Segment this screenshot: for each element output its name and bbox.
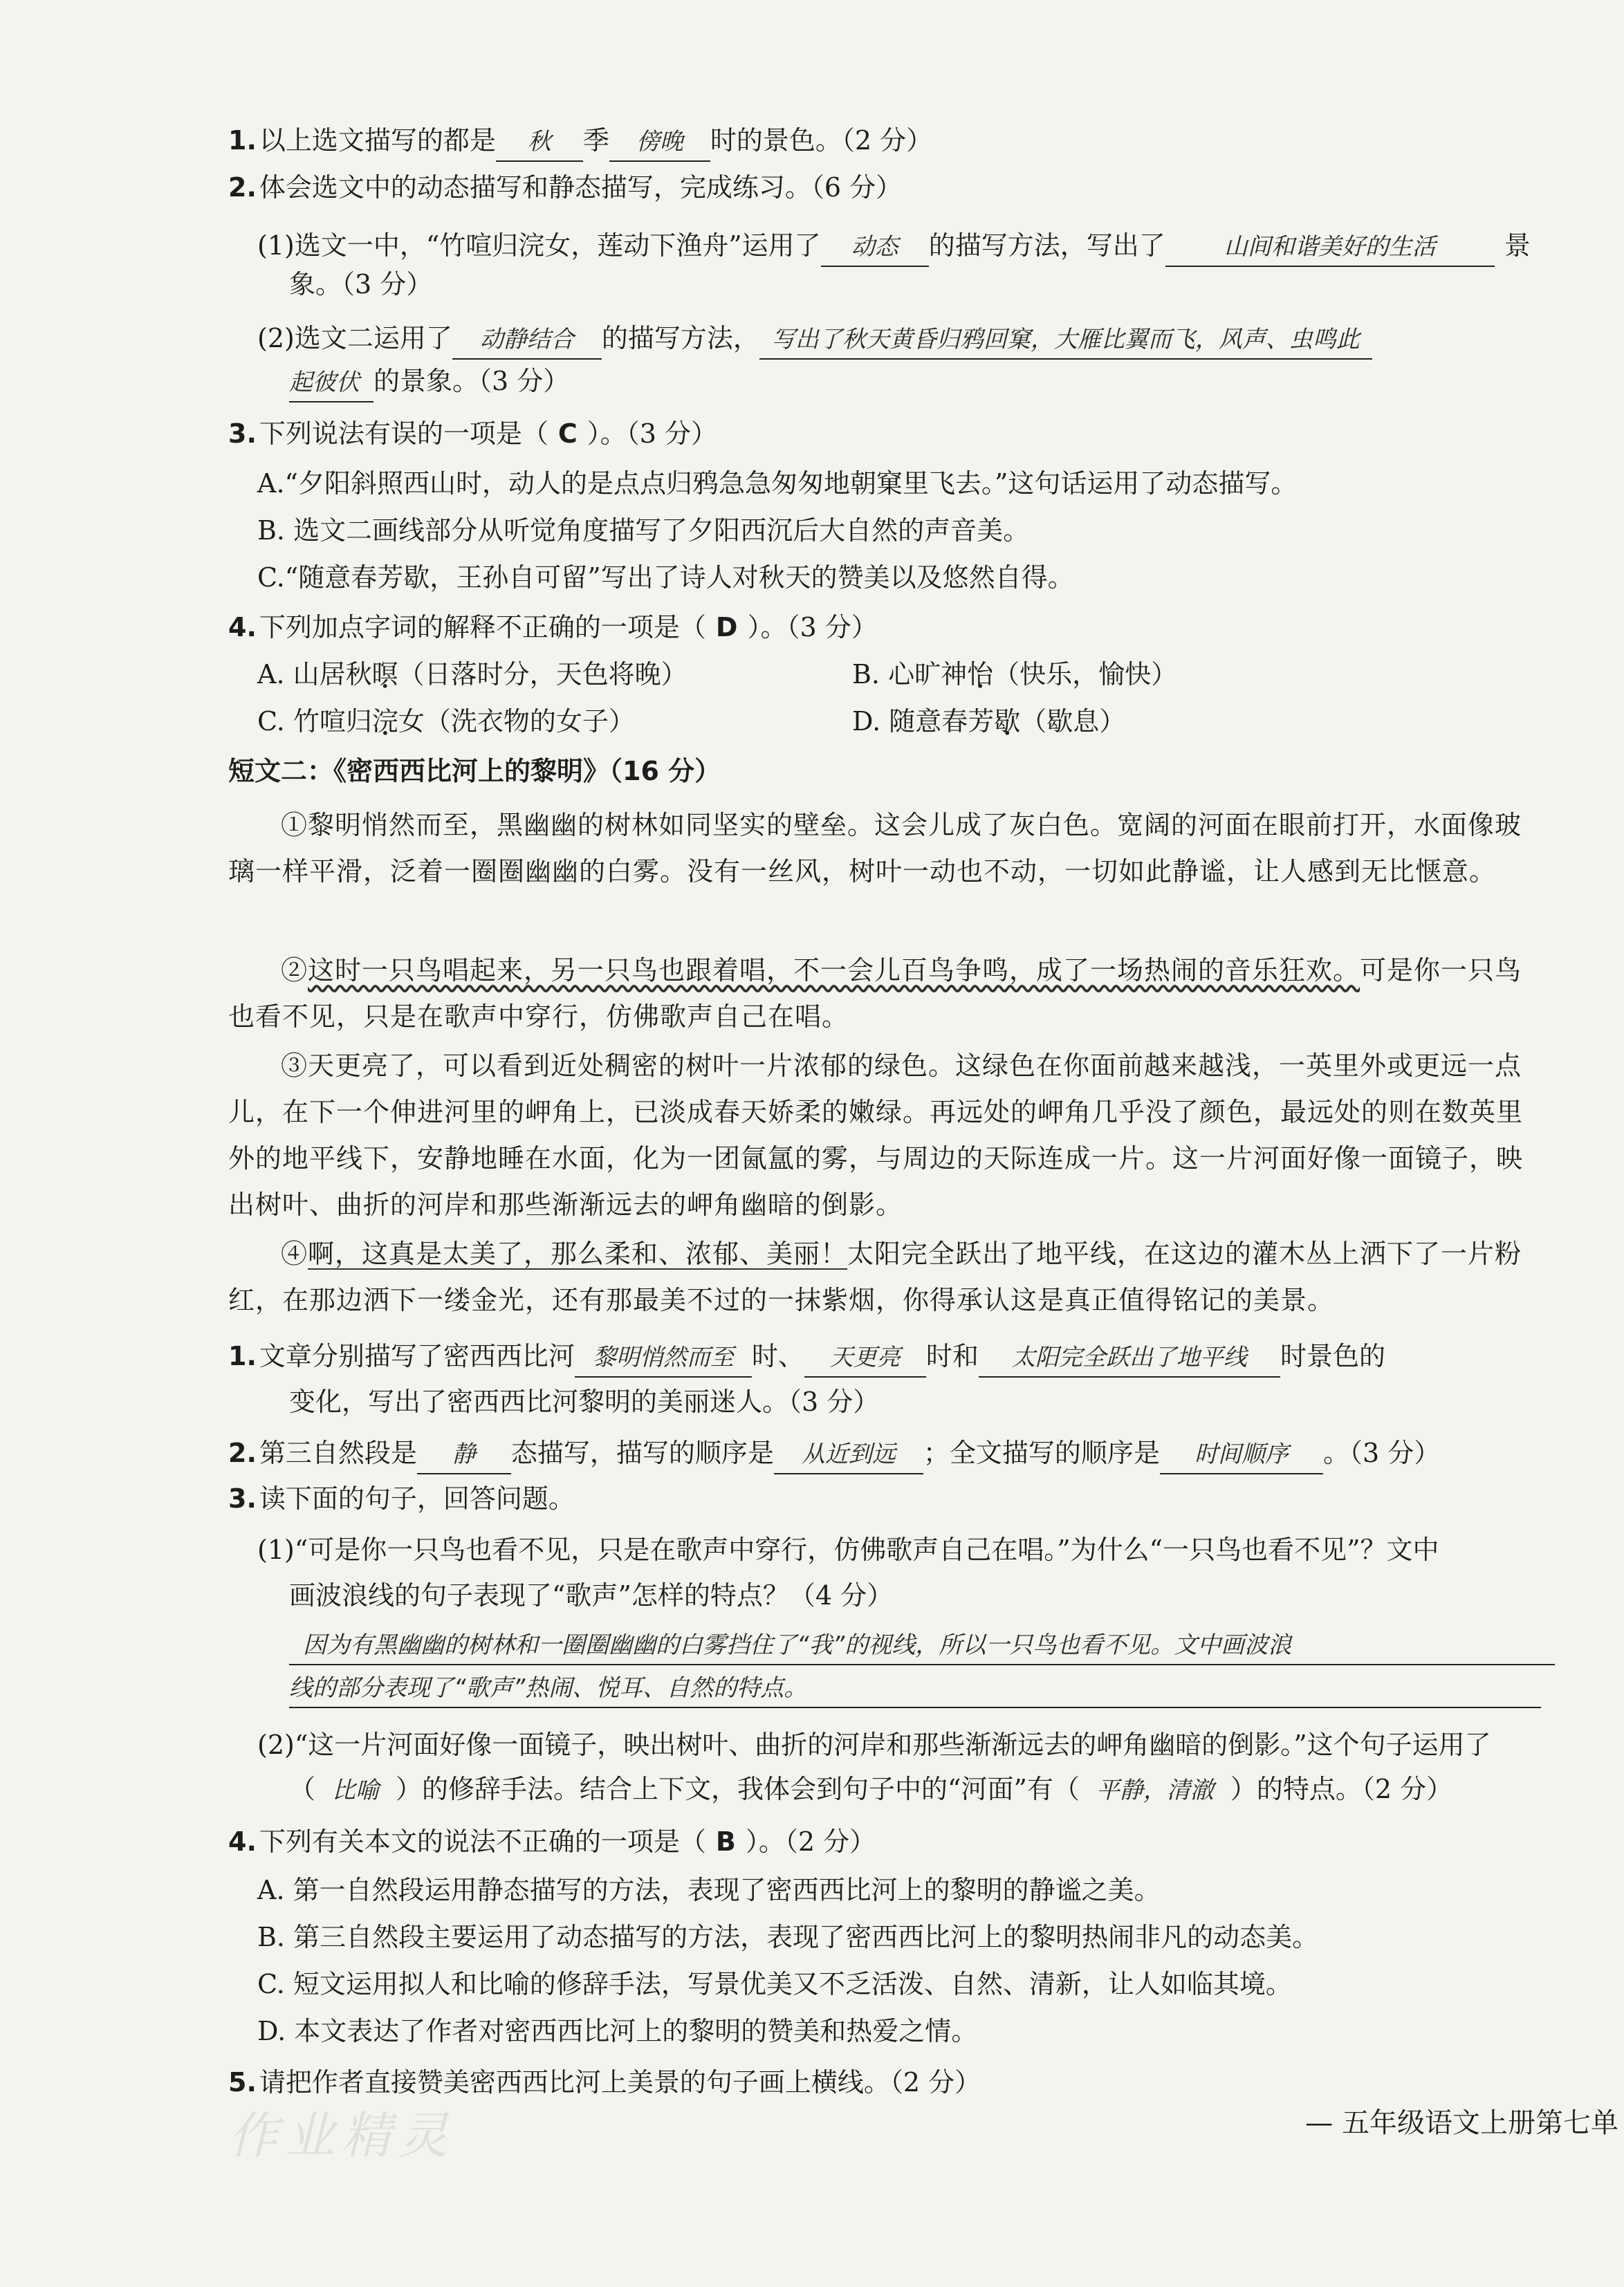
p2-q1-cont: 变化，写出了密西西比河黎明的美丽迷人。（3 分） — [289, 1387, 880, 1417]
p1-q2-1-cont: 象。（3 分） — [289, 269, 433, 299]
p2-q3-1: (1)“可是你一只鸟也看不见，只是在歌声中穿行，仿佛歌声自己在唱。”为什么“一只鸟也看不见”？文中 — [257, 1535, 1439, 1565]
wavy-line-sentence: 这时一只鸟唱起来，另一只鸟也跟着唱，不一会儿百鸟争鸣，成了一场热闹的音乐狂欢。 — [308, 955, 1360, 985]
p2-q5: 5. 请把作者直接赞美密西西比河上美景的句子画上横线。（2 分） — [228, 2067, 981, 2098]
passage2-title: 短文二：《密西西比河上的黎明》（16 分） — [228, 756, 721, 786]
p2-q2: 2. 第三自然段是 静 态描写，描写的顺序是 从近到远 ；全文描写的顺序是 时间顺序 。（3 分） — [228, 1434, 1542, 1474]
p1-q3: 3. 下列说法有误的一项是（ C ）。（3 分） — [228, 418, 718, 449]
p2-q4-option-d: D. 本文表达了作者对密西西比河上的黎明的赞美和热爱之情。 — [257, 2016, 978, 2046]
p1-q3-option-a: A.“夕阳斜照西山时，动人的是点点归鸦急急匆匆地朝窠里飞去。”这句话运用了动态描写。 — [257, 468, 1298, 499]
passage2-paragraph-3: ③天更亮了，可以看到近处稠密的树叶一片浓郁的绿色。这绿色在你面前越来越浅，一英里外或更远一点儿，在下一个伸进河里的岬角上，已淡成春天娇柔的嫩绿。再远处的岬角几乎没了颜色，最远处的则在数英里外的地平线下，安静地睡在水面，化为一团氤氲的雾，与周边的天际连成一片。这一片河面好像一面镜子，映出树叶、曲折的河岸和那些渐渐远去的岬角幽暗的倒影。 — [228, 1050, 1524, 1220]
p1-q4-option-b: B. 心旷神怡（快乐，愉快） — [852, 659, 1178, 689]
p1-q1: 1. 以上选文描写的都是 秋 季 傍晚 时的景色。（2 分） — [228, 122, 1542, 162]
p1-q4-option-c: C. 竹喧归浣女（洗衣物的女子） — [257, 706, 635, 737]
p1-q3-option-c: C.“随意春芳歇，王孙自可留”写出了诗人对秋天的赞美以及悠然自得。 — [257, 562, 1074, 593]
underlined-sentence: 啊，这真是太美了，那么柔和、浓郁、美丽！ — [308, 1239, 848, 1269]
p2-q4-option-b: B. 第三自然段主要运用了动态描写的方法，表现了密西西比河上的黎明热闹非凡的动态美。 — [257, 1922, 1319, 1952]
p1-q4: 4. 下列加点字词的解释不正确的一项是（ D ）。（3 分） — [228, 612, 878, 642]
passage2-paragraph-1: ①黎明悄然而至，黑幽幽的树林如同坚实的壁垒。这会儿成了灰白色。宽阔的河面在眼前打开，水面像玻璃一样平滑，泛着一圈圈幽幽的白雾。没有一丝风，树叶一动也不动，一切如此静谧，让人感到无比惬意。 — [228, 810, 1522, 887]
p2-q3: 3. 读下面的句子，回答问题。 — [228, 1483, 575, 1514]
p1-q4-option-a: A. 山居秋暝（日落时分，天色将晚） — [257, 659, 688, 689]
watermark-logo: 作业精灵 — [228, 2107, 456, 2165]
p1-q4-option-d: D. 随意春芳歇（歇息） — [852, 706, 1126, 737]
p2-q4-option-a: A. 第一自然段运用静态描写的方法，表现了密西西比河上的黎明的静谧之美。 — [257, 1875, 1161, 1905]
p1-q2: 2. 体会选文中的动态描写和静态描写，完成练习。（6 分） — [228, 172, 903, 203]
p2-q1: 1. 文章分别描写了密西西比河 黎明悄然而至 时、 天更亮 时和 太阳完全跃出了地平线 时景色的 — [228, 1337, 1542, 1378]
p1-q2-2: (2)选文二运用了 动静结合 的描写方法， 写出了秋天黄昏归鸦回窠，大雁比翼而飞，风声、虫鸣此 — [257, 320, 1571, 360]
p1-q2-2-cont: 起彼伏 的景象。（3 分） — [289, 362, 1603, 402]
p2-q3-1-answer-line-1: 因为有黑幽幽的树林和一圈圈幽幽的白雾挡住了“我”的视线，所以一只鸟也看不见。文中画波浪 — [289, 1627, 1555, 1665]
passage2-paragraph-2: ②这时一只鸟唱起来，另一只鸟也跟着唱，不一会儿百鸟争鸣，成了一场热闹的音乐狂欢。可是你一只鸟也看不见，只是在歌声中穿行，仿佛歌声自己在唱。 — [228, 955, 1522, 1032]
p2-q4-option-c: C. 短文运用拟人和比喻的修辞手法，写景优美又不乏活泼、自然、清新，让人如临其境。 — [257, 1969, 1292, 1999]
p2-q3-1-answer-line-2: 线的部分表现了“歌声”热闹、悦耳、自然的特点。 — [289, 1669, 1541, 1708]
p2-q3-1-cont: 画波浪线的句子表现了“歌声”怎样的特点？（4 分） — [289, 1580, 894, 1611]
passage2-paragraph-4: ④啊，这真是太美了，那么柔和、浓郁、美丽！太阳完全跃出了地平线，在这边的灌木丛上洒下了一片粉红，在那边洒下一缕金光，还有那最美不过的一抹紫烟，你得承认这是真正值得铭记的美景。 — [228, 1239, 1522, 1315]
p2-q4: 4. 下列有关本文的说法不正确的一项是（ B ）。（2 分） — [228, 1826, 876, 1857]
page-footer: — 五年级语文上册第七单 — [1305, 2107, 1618, 2139]
p1-q3-option-b: B. 选文二画线部分从听觉角度描写了夕阳西沉后大自然的声音美。 — [257, 515, 1030, 546]
p2-q3-2: (2)“这一片河面好像一面镜子，映出树叶、曲折的河岸和那些渐渐远去的岬角幽暗的倒影。”这个句子运用了 — [257, 1730, 1491, 1760]
p2-q3-2-cont: （ 比喻 ）的修辞手法。结合上下文，我体会到句子中的“河面”有（ 平静，清澈 ）的特点。（2 分） — [289, 1774, 1453, 1804]
p1-q2-1: (1)选文一中，“竹喧归浣女，莲动下渔舟”运用了 动态 的描写方法，写出了 山间和谐美好的生活 景 — [257, 227, 1571, 267]
